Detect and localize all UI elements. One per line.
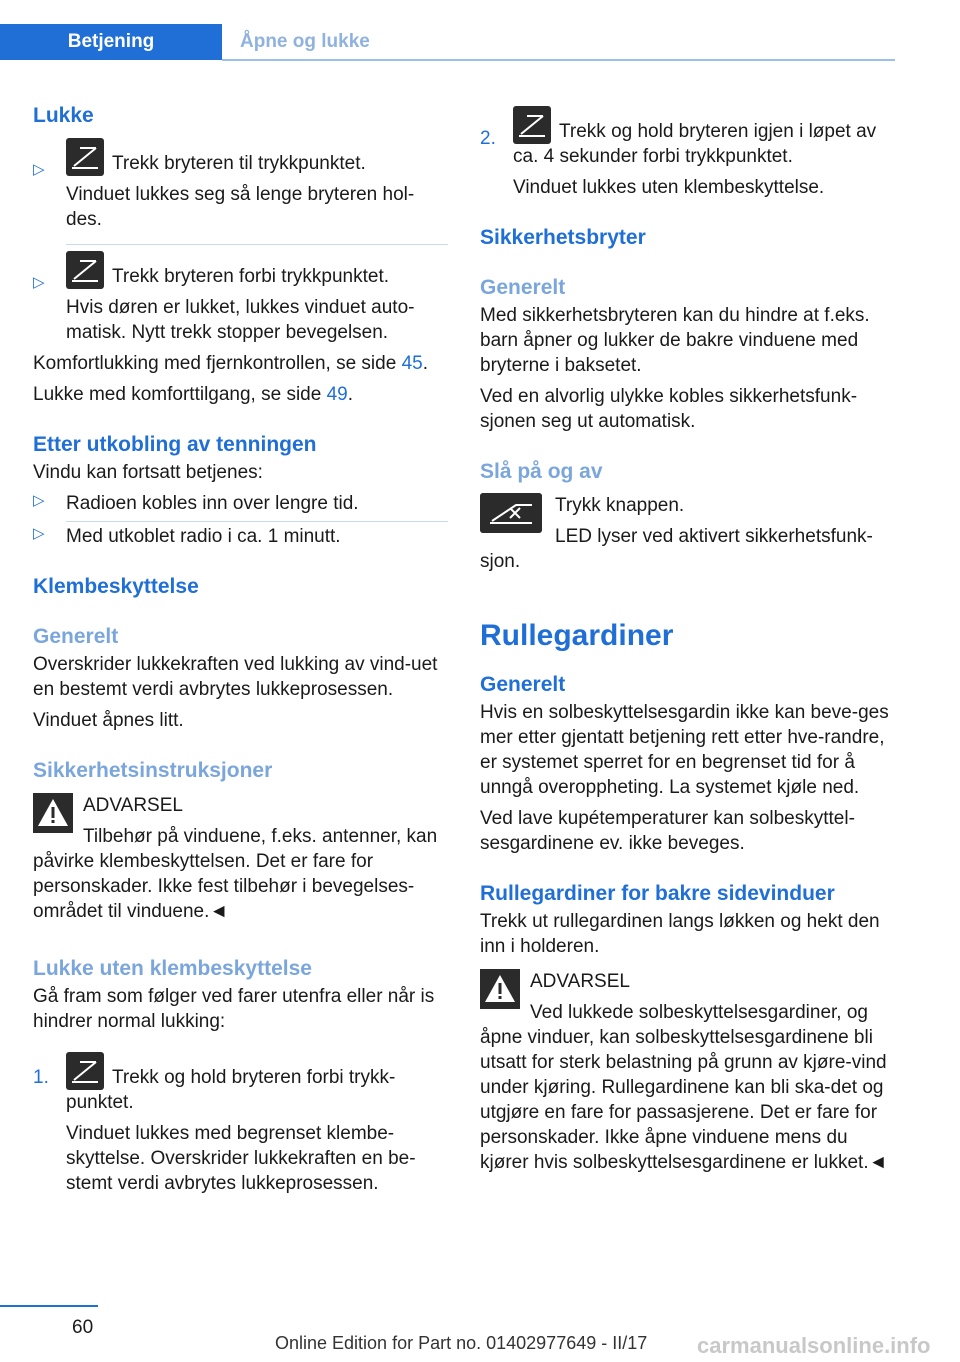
heading-sikkerhetsbryter: Sikkerhetsbryter <box>480 226 646 249</box>
list-item: 1. Trekk og hold bryteren forbi trykk-punktet. Vinduet lukkes med begrenset klembe-skyttelse. Overskrider lukkekraften en be-stemt verdi avbrytes lukkeprosessen. <box>33 1052 448 1196</box>
safety-switch-icon <box>480 493 542 533</box>
list-item: 2. Trekk og hold bryteren igjen i løpet av ca. 4 sekunder forbi trykkpunktet. Vinduet lukkes uten klembeskyttelse. <box>480 106 895 200</box>
triangle-bullet-icon: ▷ <box>33 274 45 291</box>
warning-block: ADVARSEL <box>480 969 895 994</box>
heading-klembeskyttelse: Klembeskyttelse <box>33 575 199 598</box>
watermark: carmanualsonline.info <box>697 1333 931 1358</box>
page-header <box>0 24 895 62</box>
komfort-tilgang-paragraph: Lukke med komforttilgang, se side 49. <box>33 384 354 405</box>
section-tab-active[interactable]: Betjening <box>0 24 222 60</box>
komfort-paragraph: Komfortlukking med fjernkontrollen, se side 45. <box>33 353 428 374</box>
heading-generelt: Generelt <box>33 625 119 648</box>
heading-lukke-uten: Lukke uten klembeskyttelse <box>33 957 312 980</box>
header-divider <box>222 59 895 61</box>
heading-etter: Etter utkobling av tenningen <box>33 433 317 456</box>
heading-rullegardiner: Rullegardiner <box>480 619 674 652</box>
divider <box>66 521 448 522</box>
warning-icon <box>480 969 520 1009</box>
section-tab-inactive[interactable]: Åpne og lukke <box>240 31 370 52</box>
page-link-45[interactable]: 45 <box>401 353 423 374</box>
safety-switch-block: Trykk knappen. <box>480 493 895 518</box>
window-switch-icon <box>66 251 104 289</box>
list-item: ▷ Radioen kobles inn over lengre tid. <box>33 492 359 514</box>
page-link-49[interactable]: 49 <box>326 384 348 405</box>
footer-edition: Online Edition for Part no. 01402977649 - II/17 <box>275 1333 648 1353</box>
window-switch-icon <box>66 138 104 176</box>
heading-generelt: Generelt <box>480 276 566 299</box>
window-switch-icon <box>66 1052 104 1090</box>
heading-bakre-sidevinduer: Rullegardiner for bakre sidevinduer <box>480 882 835 905</box>
window-switch-icon <box>513 106 551 144</box>
heading-sikkerhet: Sikkerhetsinstruksjoner <box>33 759 273 782</box>
warning-block: ADVARSEL <box>33 793 448 818</box>
divider <box>66 244 448 245</box>
right-column: 2. Trekk og hold bryteren igjen i løpet av ca. 4 sekunder forbi trykkpunktet. Vinduet lukkes uten klembeskyttelse. Sikkerhetsbryter Generelt Med sikkerhetsbryteren kan du hindre at f.eks. barn åpner og lukker de bakre vinduene med bryterne i baksetet. Ved en alvorlig ulykke kobles sikkerhetsfunk-sjonen seg ut automatisk. Slå på og av Trykk knappen. LED lyser ved aktivert sikkerhetsfunk-sjon. Rullegardiner Generelt Hvis en solbeskyttelsesgardin ikke kan beve-ges mer etter gjentatt betjening rett etter hve-randre, er systemet sperret for en begrenset tid for å unngå overoppheting. La systemet kjøle ned. Ved lave kupétemperaturer kan solbeskyttel-sesgardinene ev. ikke beveges. Rullegardiner for bakre sidevinduer Trekk ut rullegardinen langs løkken og hekt den inn i holderen. ADVARSEL Ved lukkede solbeskyttelsesgardiner, og åpne vinduer, kan solbeskyttelsesgardinene bli utsatt for sterk belastning på grunn av kjøre-vind under kjøring. Rullegardinene kan bli ska-det og utgjøre en fare for passasjerene. Det er fare for personskader. Ikke åpne vinduene mens du kjører hvis solbeskyttelsesgardinene er lukket.◄ <box>480 100 895 1175</box>
heading-slaa-paa-og-av: Slå på og av <box>480 460 603 483</box>
list-item: ▷ Med utkoblet radio i ca. 1 minutt. <box>33 525 341 547</box>
heading-generelt: Generelt <box>480 673 566 696</box>
left-column: Lukke ▷ Trekk bryteren til trykkpunktet. Vinduet lukkes seg så lenge bryteren hol-des. ▷ Trekk bryteren forbi trykkpunktet. Hvis døren er lukket, lukkes vinduet auto-matisk. Nytt trekk stopper bevegelsen. Komfortlukking med fjernkontrollen, se side 45. Lukke med komforttilgang, se side 49. Etter utkobling av tenningen Vindu kan fortsatt betjenes: ▷ Radioen kobles inn over lengre tid. ▷ Med utkoblet radio i ca. 1 minutt. Klembeskyttelse Generelt Overskrider lukkekraften ved lukking av vind-uet en bestemt verdi avbrytes lukkeprosessen. Vinduet åpnes litt. Sikkerhetsinstruksjoner ADVARSEL Tilbehør på vinduene, f.eks. antenner, kan påvirke klembeskyttelsen. Det er fare for personskader. Ikke fest tilbehør i bevegelses-området til vinduene.◄ Lukke uten klembeskyttelse Gå fram som følger ved farer utenfra eller når is hindrer normal lukking: 1. Trekk og hold bryteren forbi trykk-punktet. Vinduet lukkes med begrenset klembe-skyttelse. Overskrider lukkekraften en be-stemt verdi avbrytes lukkeprosessen. <box>33 100 448 1196</box>
triangle-bullet-icon: ▷ <box>33 525 45 542</box>
warning-icon <box>33 793 73 833</box>
page-number: 60 <box>72 1317 94 1338</box>
triangle-bullet-icon: ▷ <box>33 492 45 509</box>
heading-lukke: Lukke <box>33 104 94 127</box>
triangle-bullet-icon: ▷ <box>33 161 45 178</box>
footer-divider <box>0 1305 98 1307</box>
list-item: ▷ Trekk bryteren forbi trykkpunktet. Hvis døren er lukket, lukkes vinduet auto-matisk. Nytt trekk stopper bevegelsen. <box>33 251 448 345</box>
list-item: ▷ Trekk bryteren til trykkpunktet. Vinduet lukkes seg så lenge bryteren hol-des. <box>33 138 448 232</box>
